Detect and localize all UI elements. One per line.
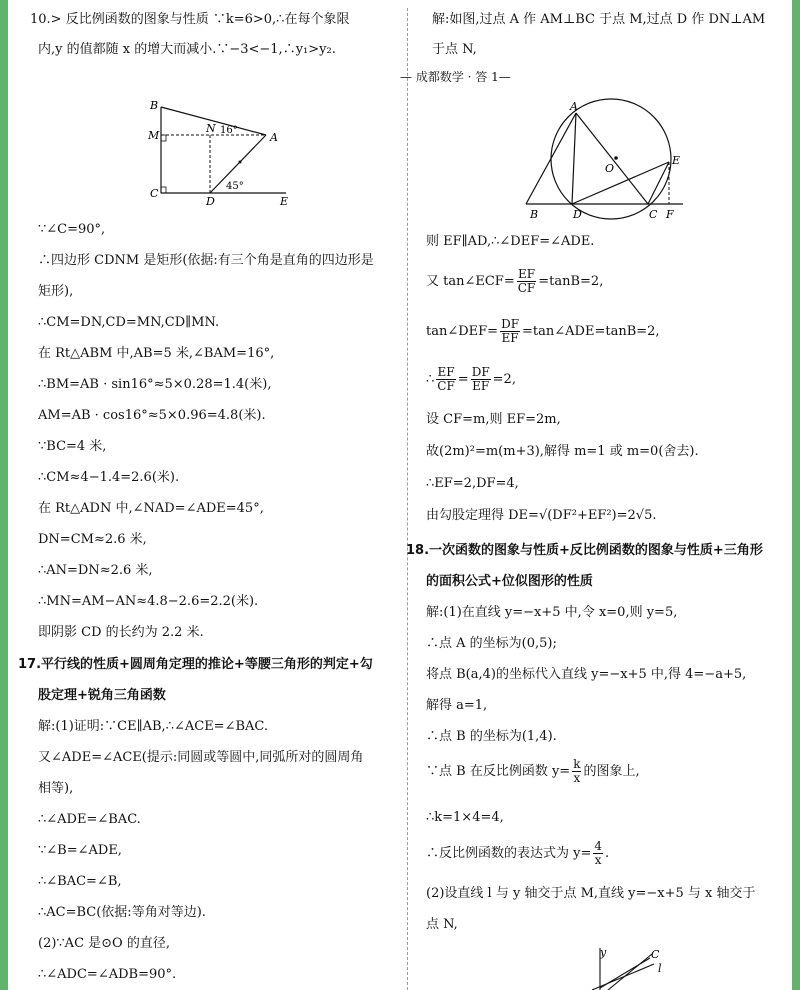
fraction (572, 758, 581, 785)
ratio-post: =2, (492, 372, 516, 387)
label-A: A (570, 100, 578, 113)
denominator: CF (437, 379, 455, 393)
expr-pre: ∴反比例函数的表达式为 y= (426, 846, 592, 861)
label-M: M (148, 129, 160, 142)
label-A: A (270, 131, 278, 144)
ratio-pre: ∴ (426, 372, 435, 387)
right-text-line: ∴点 A 的坐标为(0,5); (426, 636, 557, 651)
right-text-line: 则 EF∥AD,∴∠DEF=∠ADE. (426, 234, 595, 249)
numerator: DF (471, 365, 490, 379)
left-text-line: ∴MN=AM−AN≈4.8−2.6=2.2(米). (38, 594, 259, 609)
right-text-line: ∴点 B 的坐标为(1,4). (426, 729, 557, 744)
left-text-line: (2)∵AC 是⊙O 的直径, (38, 936, 170, 951)
left-text-line: ∴∠ADE=∠BAC. (38, 812, 141, 827)
right-text-line: 解:如图,过点 A 作 AM⊥BC 于点 M,过点 D 作 DN⊥AM (432, 12, 766, 27)
left-text-line: ∴CM=DN,CD=MN,CD∥MN. (38, 315, 220, 330)
left-text-line: ∴BM=AB · sin16°≈5×0.28=1.4(米), (38, 377, 272, 392)
tan-ecf-line (426, 268, 603, 295)
right-text-line: 18.一次函数的图象与性质+反比例函数的图象与性质+三角形 (406, 543, 763, 558)
left-text-line: 10.> 反比例函数的图象与性质 ∵k=6>0,∴在每个象限 (30, 12, 350, 27)
figure-shadow-diagram (138, 95, 298, 210)
left-text-line: 内,y 的值都随 x 的增大而减小.∵−3<−1,∴y₁>y₂. (38, 42, 336, 57)
label-D: D (573, 208, 582, 221)
figure-coordinate-diagram (578, 944, 678, 990)
left-text-line: ∴AC=BC(依据:等角对等边). (38, 905, 206, 920)
tan-def-line (426, 318, 660, 345)
right-text-line: (2)设直线 l 与 y 轴交于点 M,直线 y=−x+5 与 x 轴交于 (426, 886, 756, 901)
denominator: EF (472, 379, 490, 393)
right-text-line: 点 N, (426, 917, 458, 932)
numerator: 4 (594, 839, 603, 853)
denominator: x (594, 853, 602, 867)
denominator: CF (517, 281, 536, 295)
inverse-function-line (426, 758, 640, 785)
right-text-line: ∴EF=2,DF=4, (426, 476, 519, 491)
left-text-line: ∵∠B=∠ADE, (38, 843, 122, 858)
numerator: k (573, 757, 581, 771)
left-text-line: 17.平行线的性质+圆周角定理的推论+等腰三角形的判定+勾 (18, 657, 373, 672)
left-text-line: AM=AB · cos16°≈5×0.96=4.8(米). (38, 408, 266, 423)
left-text-line: ∴四边形 CDNM 是矩形(依据:有三个角是直角的四边形是 (38, 253, 374, 268)
inv-pre: ∵点 B 在反比例函数 y= (426, 764, 571, 779)
figure-circle-diagram (518, 96, 693, 226)
label-y: y (600, 946, 607, 959)
fraction (500, 318, 520, 345)
label-F: F (666, 208, 674, 221)
right-text-line: ∴k=1×4=4, (426, 810, 504, 825)
fraction (471, 366, 491, 393)
page-footer: — 成都数学 · 答 1— (400, 70, 511, 84)
label-B: B (530, 208, 539, 221)
gougu-line: 由勾股定理得 DE=√(DF²+EF²)=2√5. (426, 508, 657, 523)
label-N: N (206, 122, 216, 135)
left-text-line: 解:(1)证明:∵CE∥AB,∴∠ACE=∠BAC. (38, 719, 269, 734)
left-text-line: 在 Rt△ABM 中,AB=5 米,∠BAM=16°, (38, 346, 275, 361)
tan-def-post: =tan∠ADE=tanB=2, (522, 324, 660, 339)
ratio-line (426, 366, 516, 393)
right-text-line: 解:(1)在直线 y=−x+5 中,令 x=0,则 y=5, (426, 605, 678, 620)
label-E: E (280, 195, 289, 208)
right-text-line: 于点 N, (432, 42, 477, 57)
right-text-line: 设 CF=m,则 EF=2m, (426, 412, 561, 427)
left-text-line: ∵BC=4 米, (38, 439, 107, 454)
left-text-line: 相等), (38, 781, 74, 796)
angle-45: 45° (226, 181, 244, 192)
numerator: EF (517, 267, 536, 281)
label-E: E (672, 154, 681, 167)
label-l: l (658, 962, 662, 975)
left-text-line: DN=CM≈2.6 米, (38, 532, 147, 547)
tan-ecf-post: =tanB=2, (538, 274, 604, 289)
fraction (517, 268, 537, 295)
denominator: x (573, 771, 581, 785)
tan-ecf-pre: 又 tan∠ECF= (426, 274, 515, 289)
left-text-line: ∴∠BAC=∠B, (38, 874, 122, 889)
label-D: D (206, 195, 215, 208)
label-C: C (651, 948, 660, 961)
column-divider (407, 8, 408, 990)
denominator: EF (501, 331, 519, 345)
answer-page (8, 0, 792, 990)
right-text-line: 的面积公式+位似图形的性质 (426, 574, 593, 589)
left-text-line: ∴∠ADC=∠ADB=90°. (38, 967, 177, 982)
left-text-line: ∴CM≈4−1.4=2.6(米). (38, 470, 180, 485)
angle-16: 16° (220, 125, 238, 136)
left-text-line: ∵∠C=90°, (38, 222, 106, 237)
expression-line (426, 840, 609, 867)
tan-def-pre: tan∠DEF= (426, 324, 499, 339)
left-text-line: 矩形), (38, 284, 74, 299)
right-text-line: 解得 a=1, (426, 698, 488, 713)
left-text-line: ∴AN=DN≈2.6 米, (38, 563, 153, 578)
left-text-line: 又∠ADE=∠ACE(提示:同圆或等圆中,同弧所对的圆周角 (38, 750, 364, 765)
label-C: C (649, 208, 658, 221)
right-text-line: 将点 B(a,4)的坐标代入直线 y=−x+5 中,得 4=−a+5, (426, 667, 747, 682)
numerator: DF (501, 317, 520, 331)
left-text-line: 股定理+锐角三角函数 (38, 688, 166, 703)
fraction (593, 840, 603, 867)
inv-post: 的图象上, (583, 764, 640, 779)
ratio-mid: = (457, 372, 469, 387)
left-text-line: 即阴影 CD 的长约为 2.2 米. (38, 625, 204, 640)
label-B: B (150, 99, 159, 112)
left-text-line: 在 Rt△ADN 中,∠NAD=∠ADE=45°, (38, 501, 264, 516)
right-text-line: 故(2m)²=m(m+3),解得 m=1 或 m=0(舍去). (426, 444, 699, 459)
fraction (436, 366, 456, 393)
numerator: EF (437, 365, 455, 379)
expr-post: . (605, 846, 610, 861)
label-C: C (150, 187, 159, 200)
label-O: O (605, 162, 615, 175)
